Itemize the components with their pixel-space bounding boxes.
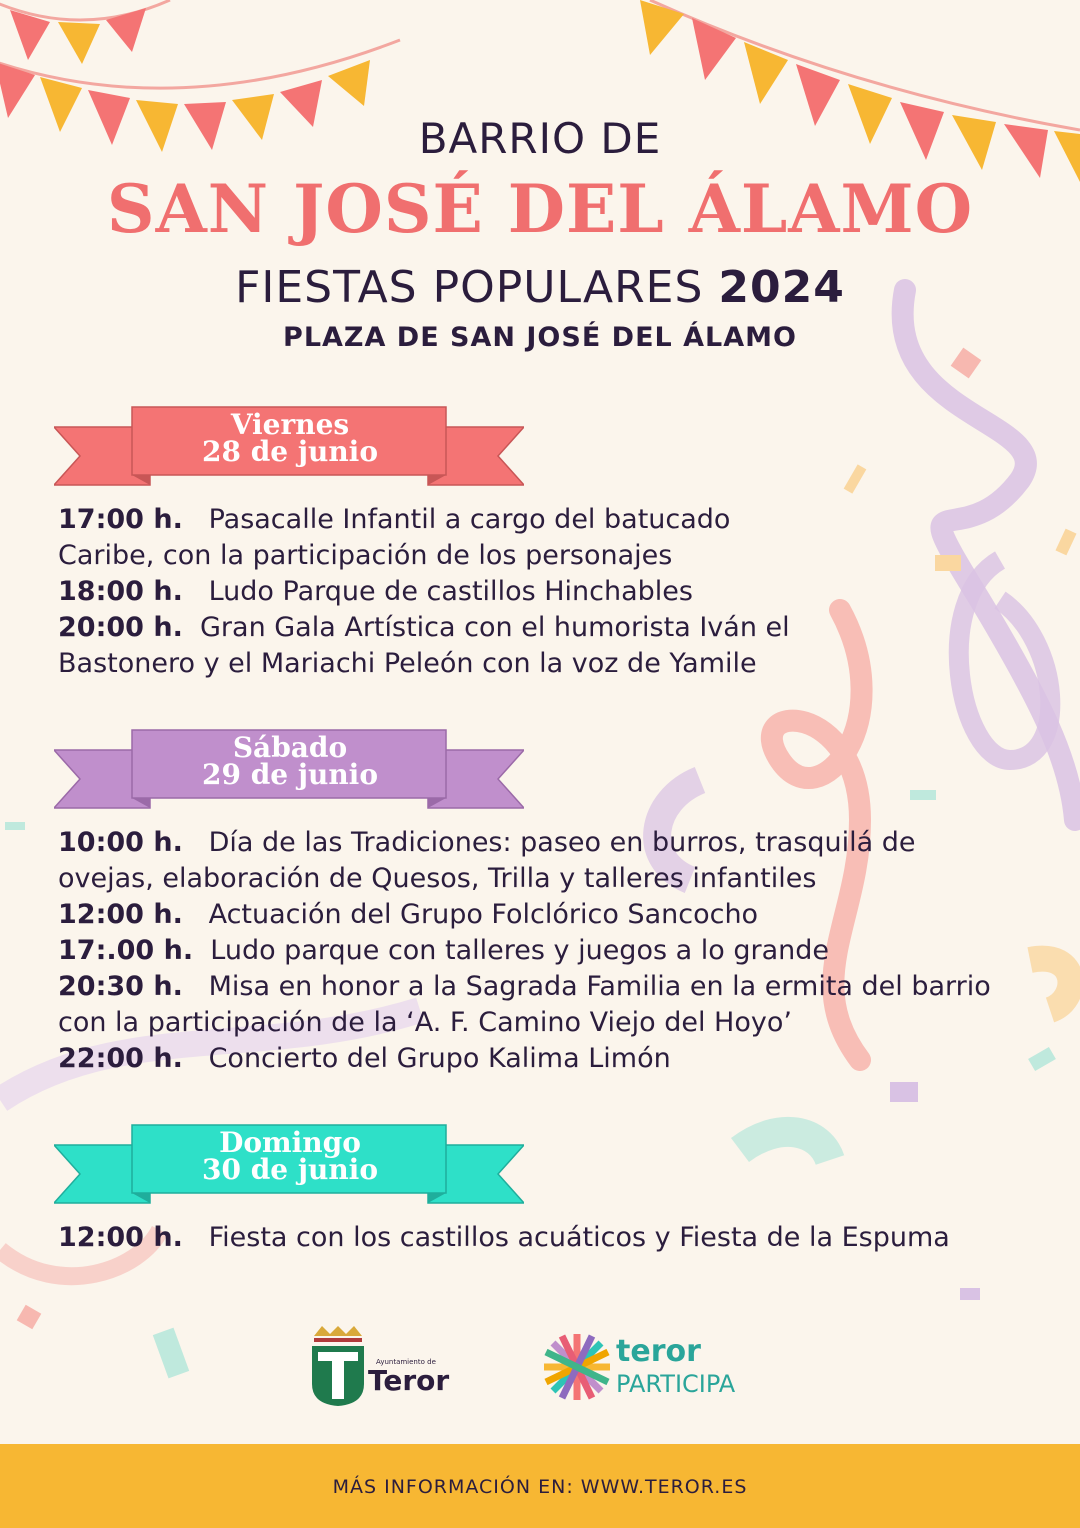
subtitle-year: 2024 xyxy=(718,262,845,313)
confetti xyxy=(17,1305,42,1330)
event-text: Misa en honor a la Sagrada Familia en la ermita del barrio xyxy=(208,971,991,1002)
confetti xyxy=(910,790,936,800)
day-date: 28 de junio xyxy=(201,435,378,468)
bunting-flag xyxy=(58,22,100,64)
event-row xyxy=(58,825,1058,861)
bunting-flag xyxy=(328,60,370,106)
event-text: Actuación del Grupo Folclórico Sancocho xyxy=(208,899,759,930)
ribbon-day-1 xyxy=(54,405,524,489)
event-text: Ludo Parque de castillos Hinchables xyxy=(208,576,693,607)
ribbon-label xyxy=(132,408,448,468)
event-text: Pasacalle Infantil a cargo del batucado xyxy=(208,504,731,535)
event-row xyxy=(58,574,1058,610)
subtitle-text: FIESTAS POPULARES xyxy=(235,262,704,313)
footer-info-link[interactable]: MÁS INFORMACIÓN EN: WWW.TEROR.ES xyxy=(332,1476,748,1498)
day-date: 29 de junio xyxy=(201,758,378,791)
streamer-mint xyxy=(740,1132,830,1160)
ribbon-label xyxy=(132,1126,448,1186)
schedule-day-3 xyxy=(58,1220,1058,1256)
event-time: 18:00 h. xyxy=(58,576,183,607)
confetti xyxy=(960,1288,980,1300)
event-text: Día de las Tradiciones: paseo en burros, trasquilá de xyxy=(208,827,916,858)
day-date: 30 de junio xyxy=(201,1153,378,1186)
bunting-flag xyxy=(106,8,146,52)
event-row-cont: Caribe, con la participación de los personajes xyxy=(58,540,673,571)
logo-participa-bottom: PARTICIPA xyxy=(616,1370,736,1398)
event-text: Concierto del Grupo Kalima Limón xyxy=(208,1043,671,1074)
event-time: 10:00 h. xyxy=(58,827,183,858)
event-time: 12:00 h. xyxy=(58,899,183,930)
event-time: 20:30 h. xyxy=(58,971,183,1002)
confetti xyxy=(1055,529,1076,556)
event-row-cont: con la participación de la ‘A. F. Camino Viejo del Hoyo’ xyxy=(58,1007,792,1038)
title-line-1: BARRIO DE xyxy=(418,114,662,163)
event-row xyxy=(58,1041,1058,1077)
logo-ayuntamiento-teror xyxy=(308,1326,448,1412)
footer-bar xyxy=(0,1444,1080,1528)
event-text: Gran Gala Artística con el humorista Iván el xyxy=(200,612,790,643)
ribbon-label xyxy=(132,731,448,791)
event-row xyxy=(58,610,1058,646)
schedule-day-1 xyxy=(58,502,1058,682)
event-row xyxy=(58,502,1058,538)
subtitle xyxy=(0,262,1080,313)
ribbon-day-2 xyxy=(54,728,524,812)
confetti xyxy=(5,822,25,830)
event-row xyxy=(58,933,1058,969)
confetti xyxy=(153,1328,189,1379)
logo-participa-top: teror xyxy=(616,1334,701,1369)
event-row xyxy=(58,897,1058,933)
title-main: SAN JOSÉ DEL ÁLAMO xyxy=(106,170,974,248)
logo-ayto-small: Ayuntamiento de xyxy=(376,1358,436,1366)
event-time: 22:00 h. xyxy=(58,1043,183,1074)
logo-ayto-name: Teror xyxy=(368,1364,450,1397)
location: PLAZA DE SAN JOSÉ DEL ÁLAMO xyxy=(283,322,797,353)
schedule-day-2 xyxy=(58,825,1058,1077)
confetti xyxy=(890,1082,918,1102)
event-time: 12:00 h. xyxy=(58,1222,183,1253)
day-name: Viernes xyxy=(230,408,350,441)
event-text: Fiesta con los castillos acuáticos y Fiesta de la Espuma xyxy=(208,1222,950,1253)
event-time: 17:00 h. xyxy=(58,504,183,535)
logo-teror-participa xyxy=(542,1332,736,1406)
day-name: Sábado xyxy=(232,731,348,764)
event-row-cont: Bastonero y el Mariachi Peleón con la voz de Yamile xyxy=(58,648,757,679)
event-time: 17:.00 h. xyxy=(58,935,194,966)
day-name: Domingo xyxy=(219,1126,361,1159)
event-row xyxy=(58,1220,1058,1256)
event-text: Ludo parque con talleres y juegos a lo grande xyxy=(210,935,829,966)
bunting-flag xyxy=(640,0,684,55)
event-row xyxy=(58,969,1058,1005)
confetti xyxy=(844,464,867,493)
participa-burst-icon xyxy=(542,1332,612,1402)
event-time: 20:00 h. xyxy=(58,612,183,643)
ribbon-day-3 xyxy=(54,1123,524,1207)
event-row-cont: ovejas, elaboración de Quesos, Trilla y talleres infantiles xyxy=(58,863,817,894)
